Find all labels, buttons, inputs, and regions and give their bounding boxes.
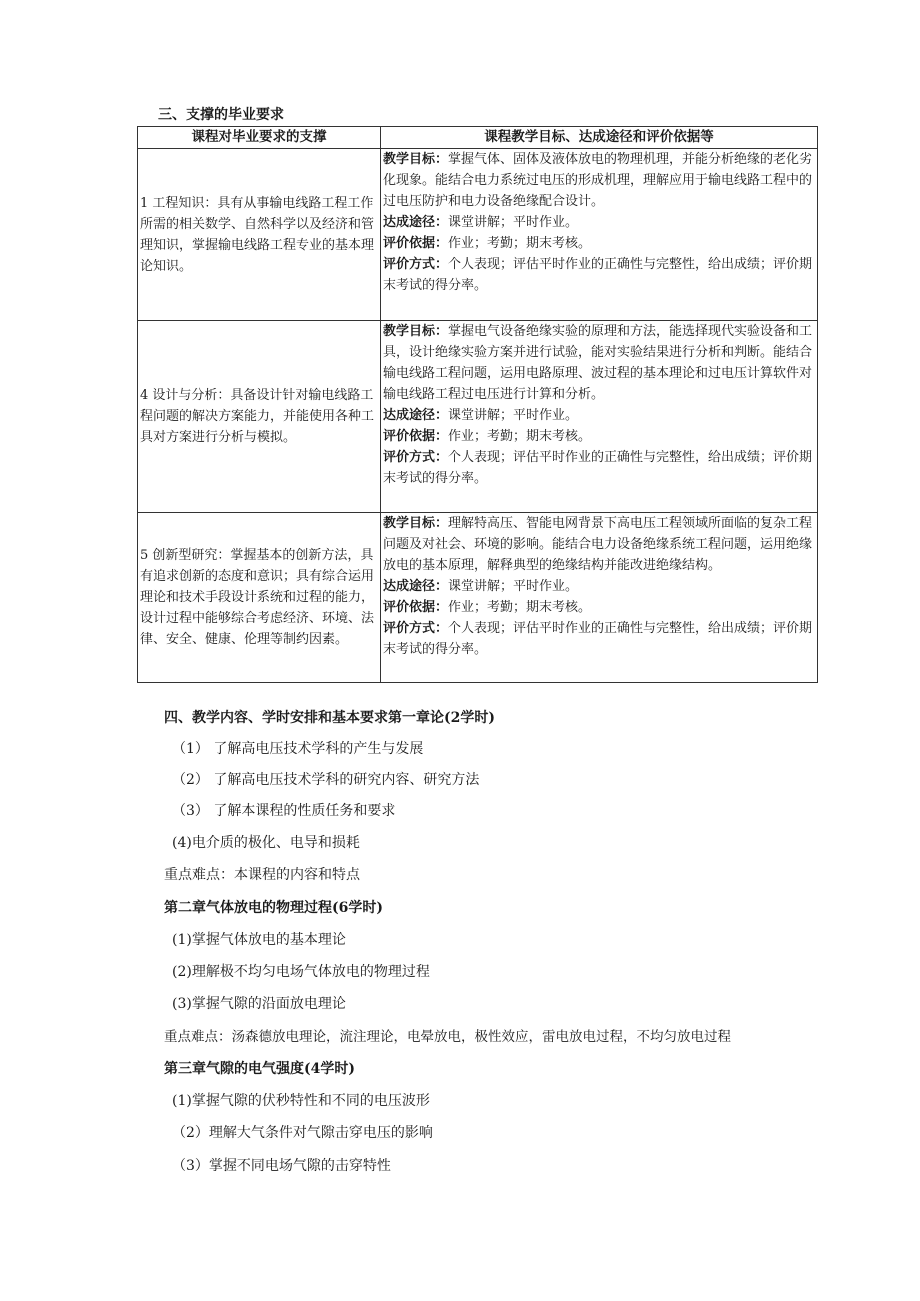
basis-label: 评价依据： [383,429,449,444]
goal-label: 教学目标： [383,516,449,531]
method-label: 评价方式： [383,621,449,636]
table-row [138,513,818,683]
basis-text: 作业；考勤；期末考核。 [448,600,592,615]
basis-text: 作业；考勤；期末考核。 [448,236,592,251]
path-text: 课堂讲解；平时作业。 [448,215,579,230]
chapter-3-title: 第三章气隙的电气强度(4学时) [164,1061,355,1077]
path-text: 课堂讲解；平时作业。 [448,579,579,594]
graduation-requirements-table [137,126,818,683]
section-4-title: 四、教学内容、学时安排和基本要求第一章论(2学时) [164,710,495,726]
goal-text: 掌握电气设备绝缘实验的原理和方法，能选择现代实验设备和工具，设计绝缘实验方案并进行试验，能对实验结果进行分析和判断。能结合输电线路工程问题，运用电路原理、波过程的基本理论和过电压计算软件对输电线路工程过电压进行计算和分析。 [383,324,813,402]
table-header-goals: 课程教学目标、达成途径和评价依据等 [381,127,818,149]
chapter-2-title: 第二章气体放电的物理过程(6学时) [164,900,383,916]
goal-label: 教学目标： [383,324,449,339]
list-item: (4)电介质的极化、电导和损耗 [172,835,360,851]
method-text: 个人表现；评估平时作业的正确性与完整性，给出成绩；评价期末考试的得分率。 [383,450,813,486]
table-row [138,321,818,513]
goal-label: 教学目标： [383,152,449,167]
list-item: （3） 了解本课程的性质任务和要求 [172,803,396,819]
table-header-requirement: 课程对毕业要求的支撑 [138,127,381,149]
path-label: 达成途径： [383,408,449,423]
table-header-row [138,127,818,149]
list-item: (1)掌握气隙的伏秒特性和不同的电压波形 [172,1093,430,1109]
basis-label: 评价依据： [383,600,449,615]
method-text: 个人表现；评估平时作业的正确性与完整性，给出成绩；评价期末考试的得分率。 [383,257,813,293]
list-item: （2）理解大气条件对气隙击穿电压的影响 [172,1125,433,1141]
list-item: (1)掌握气体放电的基本理论 [172,932,346,948]
list-item: （2） 了解高电压技术学科的研究内容、研究方法 [172,772,480,788]
goals-cell [381,513,818,683]
basis-text: 作业；考勤；期末考核。 [448,429,592,444]
method-label: 评价方式： [383,257,449,272]
goal-text: 理解特高压、智能电网背景下高电压工程领域所面临的复杂工程问题及对社会、环境的影响。能结合电力设备绝缘系统工程问题，运用绝缘放电的基本原理，解释典型的绝缘结构并能改进绝缘结构。 [383,516,813,573]
requirement-cell: 5 创新型研究：掌握基本的创新方法，具有追求创新的态度和意识；具有综合运用理论和技术手段设计系统和过程的能力，设计过程中能够综合考虑经济、环境、法律、安全、健康、伦理等制约因素。 [138,513,381,683]
goals-cell [381,149,818,321]
method-text: 个人表现；评估平时作业的正确性与完整性，给出成绩；评价期末考试的得分率。 [383,621,813,657]
requirement-cell: 1 工程知识：具有从事输电线路工程工作所需的相关数学、自然科学以及经济和管理知识，掌握输电线路工程专业的基本理论知识。 [138,149,381,321]
basis-label: 评价依据： [383,236,449,251]
list-item: (3)掌握气隙的沿面放电理论 [172,996,346,1012]
list-item: （1） 了解高电压技术学科的产生与发展 [172,741,424,757]
table-row [138,149,818,321]
requirement-cell: 4 设计与分析：具备设计针对输电线路工程问题的解决方案能力，并能使用各种工具对方案进行分析与模拟。 [138,321,381,513]
path-text: 课堂讲解；平时作业。 [448,408,579,423]
section-3-title: 三、支撑的毕业要求 [158,107,284,123]
list-item: (2)理解极不均匀电场气体放电的物理过程 [172,964,430,980]
goals-cell [381,321,818,513]
key-points: 重点难点：本课程的内容和特点 [164,867,360,883]
goal-text: 掌握气体、固体及液体放电的物理机理，并能分析绝缘的老化劣化现象。能结合电力系统过电压的形成机理，理解应用于输电线路工程中的过电压防护和电力设备绝缘配合设计。 [383,152,813,209]
key-points: 重点难点：汤森德放电理论，流注理论，电晕放电，极性效应，雷电放电过程，不均匀放电过程 [164,1029,731,1045]
path-label: 达成途径： [383,579,449,594]
path-label: 达成途径： [383,215,449,230]
method-label: 评价方式： [383,450,449,465]
list-item: （3）掌握不同电场气隙的击穿特性 [172,1158,391,1174]
